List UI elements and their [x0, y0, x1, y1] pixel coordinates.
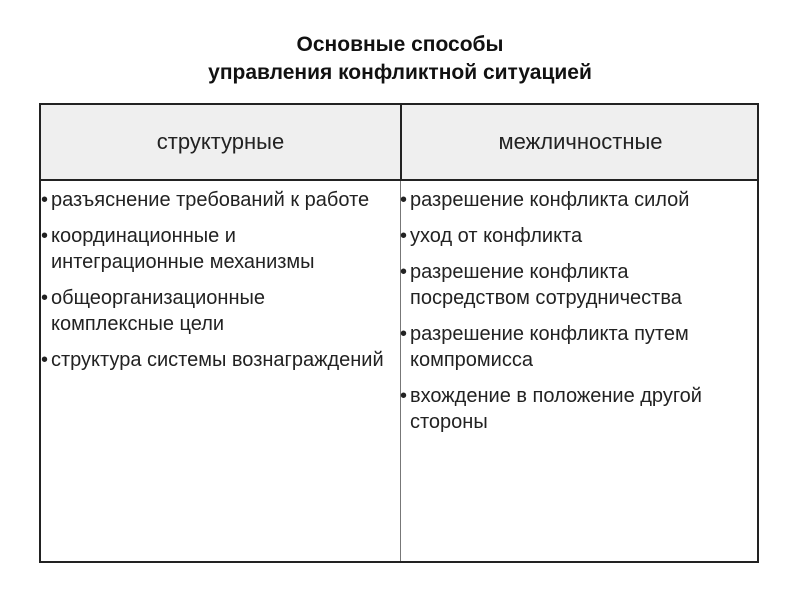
list-item [41, 285, 391, 337]
bullet: • [400, 225, 408, 247]
interpersonal-column [400, 187, 752, 445]
bullet: • [41, 225, 49, 247]
bullet: • [400, 261, 408, 283]
bullet: • [400, 323, 408, 345]
header-structural: структурные [156, 129, 285, 154]
list-item [400, 223, 752, 249]
header-column-divider [400, 105, 402, 179]
bullet: • [41, 189, 49, 211]
page-title [0, 31, 800, 87]
list-item [400, 383, 752, 435]
bullet: • [400, 385, 408, 407]
list-item-text: структура системы вознаграждений [51, 349, 384, 371]
structural-column [41, 187, 391, 383]
methods-table [39, 103, 759, 563]
list-item-text: вхождение в положение другой стороны [410, 385, 702, 433]
list-item-text: уход от конфликта [410, 225, 583, 247]
list-item [41, 223, 391, 275]
table-header-row [41, 105, 757, 181]
list-item-text: координационные и интеграционные механизмы [51, 225, 315, 273]
list-item [400, 187, 752, 213]
list-item-text: общеорганизационные комплексные цели [51, 287, 266, 335]
bullet: • [41, 287, 49, 309]
list-item [400, 321, 752, 373]
list-item [400, 259, 752, 311]
list-item [41, 347, 391, 373]
list-item-text: разрешение конфликта силой [410, 189, 690, 211]
bullet: • [400, 189, 408, 211]
list-item-text: разрешение конфликта путем компромисса [410, 323, 689, 371]
header-interpersonal: межличностные [498, 129, 663, 154]
list-item [41, 187, 391, 213]
list-item-text: разрешение конфликта посредством сотрудничества [410, 261, 682, 309]
page-title-line-2: управления конфликтной ситуацией [208, 61, 592, 84]
bullet: • [41, 349, 49, 371]
list-item-text: разъяснение требований к работе [51, 189, 370, 211]
page-title-line-1: Основные способы [296, 33, 504, 56]
